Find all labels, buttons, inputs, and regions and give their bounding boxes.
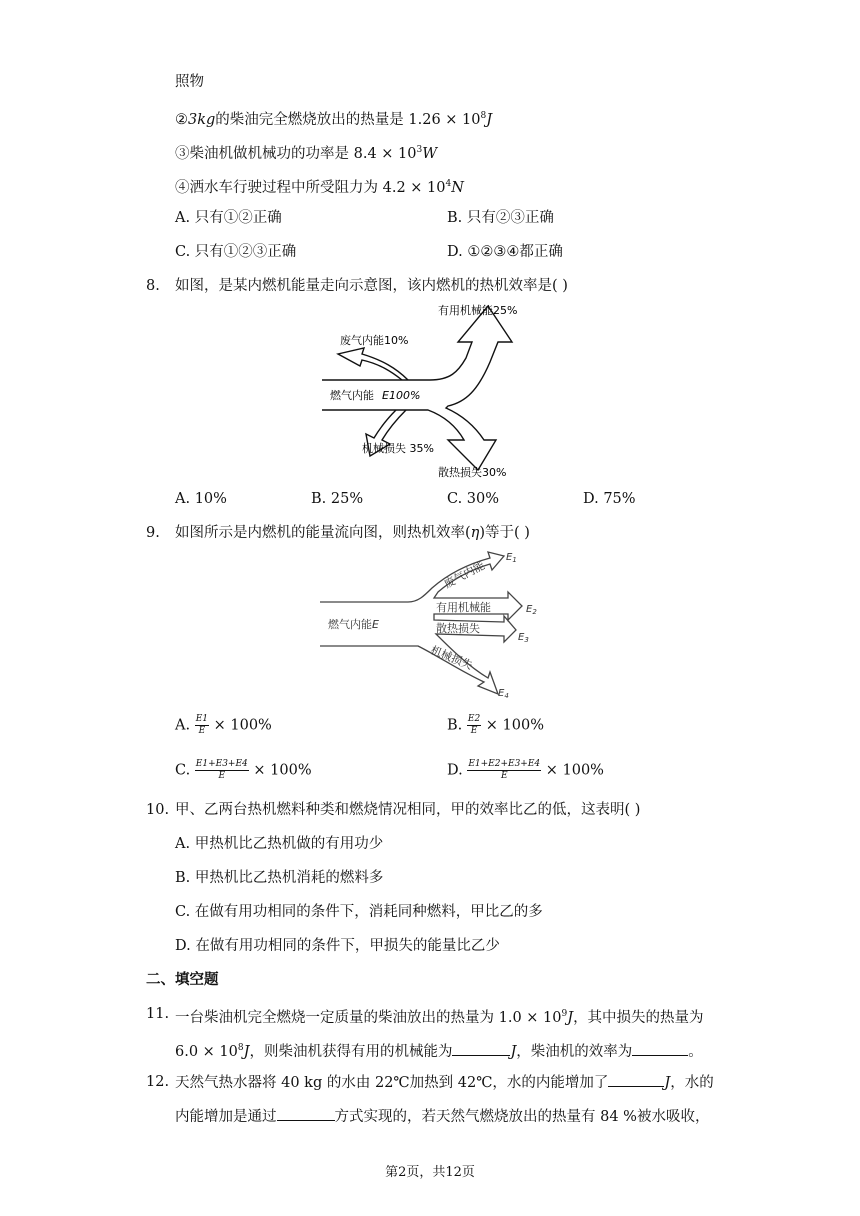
q12-line-2: 内能增加是通过 方式实现的，若天然气燃烧放出的热量有 84 %被水吸收，	[175, 1106, 709, 1127]
q8-label-mech-loss: 机械损失 35%	[362, 442, 434, 455]
q8-label-fuel: 燃气内能 E100%	[330, 389, 421, 402]
q11-blank-efficiency[interactable]	[632, 1041, 688, 1056]
q11-line-2: $6.0 \times 10^8J$，则柴油机获得有用的机械能为 J，柴油机的效率为 。	[175, 1038, 703, 1062]
q8-energy-flow-diagram	[318, 298, 548, 482]
q7-statement-2: ②3kg的柴油完全燃烧放出的热量是 $1.26 \times 10^8J$	[175, 111, 493, 128]
q12-line-1: 天然气热水器将 40 kg 的水由 22℃加热到 42℃，水的内能增加了 J，水的	[175, 1072, 714, 1093]
q9-option-a[interactable]: A. $\frac{E1}{E}$ × 100%	[175, 714, 272, 736]
q10-stem: 甲、乙两台热机燃料种类和燃烧情况相同，甲的效率比乙的低，这表明( )	[175, 802, 641, 818]
q9-label-useful: 有用机械能	[436, 601, 491, 614]
q8-option-b[interactable]: B. 25%	[311, 491, 364, 507]
q12-number: 12.	[146, 1074, 170, 1090]
q8-option-c[interactable]: C. 30%	[447, 491, 500, 507]
q7-option-a[interactable]: A. 只有①②正确	[175, 210, 282, 226]
q9-option-c[interactable]: C. $\frac{E1+E3+E4}{E}$ × 100%	[175, 759, 312, 781]
section-heading-fill-in: 二、填空题	[146, 971, 219, 988]
q10-number: 10.	[146, 802, 170, 818]
q11-blank-mechanical-energy[interactable]	[452, 1041, 510, 1056]
q10-option-c[interactable]: C. 在做有用功相同的条件下，消耗同种燃料，甲比乙的多	[175, 904, 543, 920]
q8-label-useful: 有用机械能25%	[438, 304, 518, 317]
q9-energy-flow-diagram	[318, 550, 548, 700]
q9-label-exhaust: 废气内能	[441, 558, 487, 591]
q9-label-heat: 散热损失	[436, 622, 480, 635]
q7-option-c[interactable]: C. 只有①②③正确	[175, 244, 297, 260]
q9-number: 9.	[146, 525, 160, 541]
q8-label-heat-loss: 散热损失30%	[438, 466, 507, 479]
q10-option-a[interactable]: A. 甲热机比乙热机做的有用功少	[175, 836, 384, 852]
q8-option-a[interactable]: A. 10%	[175, 491, 227, 507]
q9-stem: 如图所示是内燃机的能量流向图，则热机效率(η)等于( )	[175, 525, 530, 541]
q11-line-1: 一台柴油机完全燃烧一定质量的柴油放出的热量为 $1.0 \times 10^9J$，其中损失的热量为	[175, 1009, 704, 1026]
q8-option-d[interactable]: D. 75%	[583, 491, 636, 507]
q10-option-b[interactable]: B. 甲热机比乙热机消耗的燃料多	[175, 870, 384, 886]
q7-option-1-continued: 照物	[175, 74, 204, 90]
q9-option-b[interactable]: B. $\frac{E2}{E}$ × 100%	[447, 714, 544, 736]
q11-number: 11.	[146, 1006, 170, 1022]
q7-statement-4: ④洒水车行驶过程中所受阻力为 $4.2 \times 10^4N$	[175, 179, 464, 196]
q9-label-e1: $E_1$	[506, 552, 517, 564]
q9-label-e3: $E_3$	[518, 632, 529, 644]
q8-number: 8.	[146, 278, 160, 294]
q9-label-mech: 机械损失	[428, 643, 475, 673]
q9-label-fuel: 燃气内能E	[328, 618, 379, 631]
q7-option-b[interactable]: B. 只有②③正确	[447, 210, 554, 226]
q12-blank-method[interactable]	[277, 1106, 335, 1121]
q12-blank-internal-energy[interactable]	[608, 1072, 664, 1087]
q9-label-e2: $E_2$	[526, 604, 537, 616]
q9-label-e4: $E_4$	[498, 688, 509, 700]
q8-stem: 如图，是某内燃机能量走向示意图，该内燃机的热机效率是( )	[175, 278, 568, 294]
q7-option-d[interactable]: D. ①②③④都正确	[447, 244, 563, 260]
q9-option-d[interactable]: D. $\frac{E1+E2+E3+E4}{E}$ × 100%	[447, 759, 604, 781]
q7-statement-3: ③柴油机做机械功的功率是 $8.4 \times 10^3W$	[175, 145, 438, 162]
page-footer: 第2页，共12页	[385, 1165, 475, 1180]
q10-option-d[interactable]: D. 在做有用功相同的条件下，甲损失的能量比乙少	[175, 938, 500, 954]
q8-label-exhaust: 废气内能10%	[340, 334, 409, 347]
